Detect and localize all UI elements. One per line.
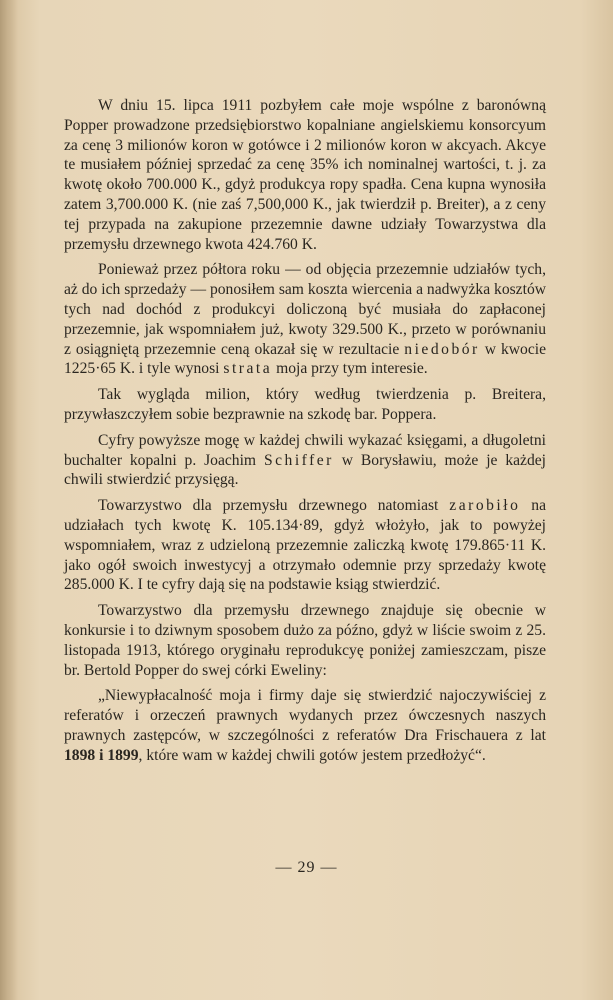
paragraph-company-profit: Towarzystwo dla przemysłu drzewnego natomiast zarobiło na udziałach tych kwotę K. 105.134·89, gdyż włożyło, jak to powyżej wspomniałem, wraz z udzieloną przezemnie zaliczką kwotę 179.865·11 K. jako ogół swoich inwestycyj a otrzymało odemnie przy sprzedaży kwotę 285.000 K. I te cyfry dają się na podstawie ksiąg stwierdzić.	[64, 497, 546, 594]
emphasis-schiffer: Schiffer	[263, 451, 334, 469]
emphasis-years: 1898 i 1899	[64, 746, 139, 764]
paragraph-bankruptcy: Towarzystwo dla przemysłu drzewnego znajduje się obecnie w konkursie i to dziwnym sposobem dużo za późno, gdyż w liście swoim z 25. listopada 1913, którego oryginału reprodukcyę poniżej zamieszczam, pisze br. Bertold Popper do swej córki Eweliny:	[64, 602, 546, 679]
paragraph-million: Tak wygląda milion, który według twierdzenia p. Breitera, przywłaszczyłem sobie bezprawnie na szkodę bar. Poppera.	[64, 386, 546, 423]
page-binding-shadow	[0, 0, 18, 1000]
emphasis-zarobilo: zarobiło	[449, 497, 521, 515]
emphasis-niedobor: niedobór	[404, 340, 480, 358]
paragraph-quote: „Niewypłacalność moja i firmy daje się stwierdzić najoczywiściej z referatów i orzeczeń prawnych wydanych przez ówczesnych naszych prawnych zastępców, w szczególności z referatów Dra Frischauera z lat 1898 i 1899, które wam w każdej chwili gotów jestem przedłożyć“.	[64, 687, 546, 764]
body-text	[64, 96, 546, 766]
paragraph-figures: Cyfry powyższe mogę w każdej chwili wykazać księgami, a długoletni buchalter kopalni p. Joachim Schiffer w Borysławiu, może je każdej chwili stwierdzić przysięgą.	[64, 431, 547, 489]
paragraph-sale: W dniu 15. lipca 1911 pozbyłem całe moje wspólne z baronówną Popper prowadzone przedsiębiorstwo kopalniane angielskiemu konsorcyum za cenę 3 milionów koron w gotówce i 2 milionów koron w akcyach. Akcye te musiałem później sprzedać za cenę 35% ich nominalnej wartości, t. j. za kwotę około 700.000 K., gdyż produkcya ropy spadła. Cena kupna wynosiła zatem 3,700.000 K. (nie zaś 7,500,000 K., jak twierdził p. Breiter), a z ceny tej przypada na zakupione przezemnie dawne udziały Towarzystwa dla przemysłu drzewnego kwota 424.760 K.	[64, 97, 546, 253]
emphasis-strata: strata	[223, 360, 273, 378]
page-number: — 29 —	[275, 859, 338, 876]
paragraph-loss: Ponieważ przez półtora roku — od objęcia przezemnie udziałów tych, aż do ich sprzedaży — ponosiłem sam koszta wiercenia a nadwyżka kosztów tych nad dochód z produkcyi doliczoną być musiała do zapłaconej przezemnie, jak wspomniałem już, kwoty 329.500 K., przeto w porównaniu z osiągniętą przezemnie ceną okazał się w rezultacie niedobór w kwocie 1225·65 K. i tyle wynosi strata moja przy tym interesie.	[64, 261, 546, 378]
